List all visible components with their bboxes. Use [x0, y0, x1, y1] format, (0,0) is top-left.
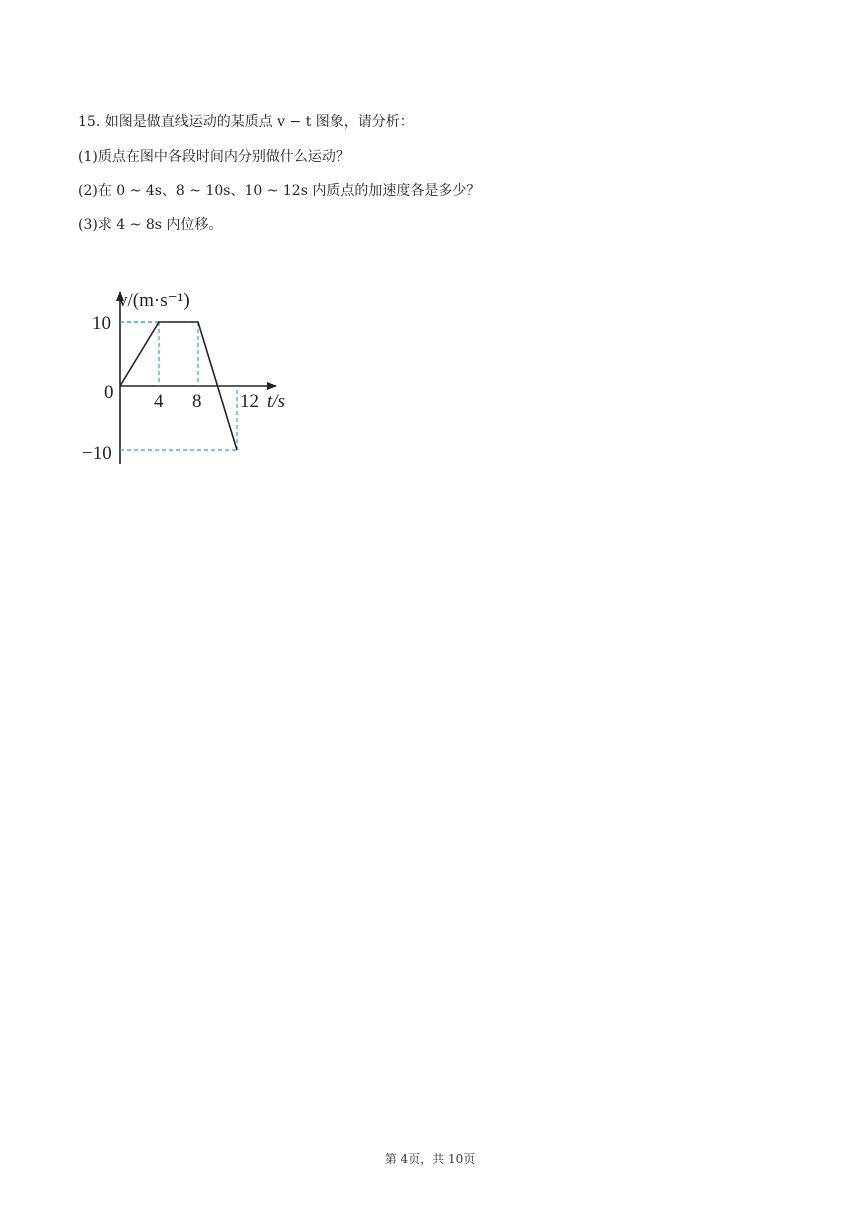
question-title: 15. 如图是做直线运动的某质点 v − t 图象，请分析： [78, 114, 414, 130]
page-footer: 第 4页，共 10页 [384, 1152, 476, 1166]
x-tick-label-12: 12 [240, 391, 259, 412]
y-tick-label-10: 10 [92, 313, 111, 334]
y-tick-label-neg10: −10 [82, 443, 112, 464]
question-part-2: (2)在 0 ~ 4s、8 ~ 10s、10 ~ 12s 内质点的加速度各是多少？ [78, 183, 481, 199]
x-tick-label-8: 8 [192, 391, 202, 412]
y-tick-label-0: 0 [104, 382, 114, 403]
question-part-1: (1)质点在图中各段时间内分别做什么运动？ [78, 149, 350, 165]
y-axis-label: v/(m·s⁻¹) [118, 290, 190, 311]
question-part-3: (3)求 4 ~ 8s 内位移。 [78, 217, 223, 233]
vt-graph [70, 278, 310, 478]
x-tick-label-4: 4 [154, 391, 164, 412]
x-axis-label: t/s [267, 391, 285, 412]
vt-graph-figure [70, 278, 310, 478]
